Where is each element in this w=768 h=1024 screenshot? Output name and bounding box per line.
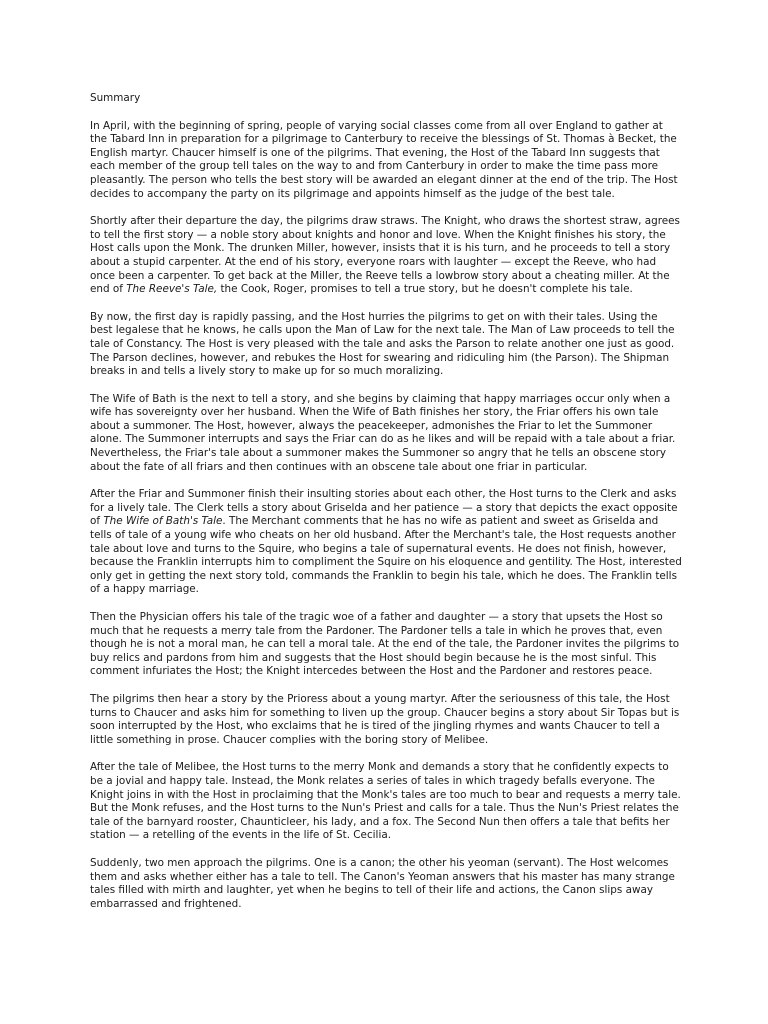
paragraph-text: . The Merchant comments that he has no wife as patient and sweet as Griselda and tells of tale of a young wife who cheats on her old husband. After the Merchant's tale, the Host requests another tale about love and turns to the Squire, who begins a tale of supernatural events. He does not finish, however, because the Franklin interrupts him to compliment the Squire on his eloquence and gentility. The Host, interested only get in getting the next story told, commands the Franklin to begin his tale, which he does. The Franklin tells of a happy marriage. — [90, 515, 682, 596]
paragraph-text: By now, the first day is rapidly passing, and the Host hurries the pilgrims to get on with their tales. Using the best legalese that he knows, he calls upon the Man of Law for the next tale. The Man of Law proceeds to tell the tale of Constancy. The Host is very pleased with the tale and asks the Parson to relate another one just as good. The Parson declines, however, and rebukes the Host for swearing and ridiculing him (the Parson). The Shipman breaks in and tells a lively story to make up for so much moralizing. — [90, 310, 675, 378]
paragraph-text: The pilgrims then hear a story by the Prioress about a young martyr. After the seriousness of this tale, the Host turns to Chaucer and asks him for something to liven up the group. Chaucer begins a story about Sir Topas but is soon interrupted by the Host, who exclaims that he is tired of the jingling rhymes and wants Chaucer to tell a little something in prose. Chaucer complies with the boring story of Melibee. — [90, 692, 680, 746]
italic-title: The Wife of Bath's Tale — [103, 515, 223, 528]
summary-heading: Summary — [90, 92, 141, 104]
paragraph-text: Then the Physician offers his tale of the tragic woe of a father and daughter — a story that upsets the Host so much that he requests a merry tale from the Pardoner. The Pardoner tells a tale in which he proves that, even though he is not a moral man, he can tell a moral tale. At the end of the tale, the Pardoner invites the pilgrims to buy relics and pardons from him and suggests that the Host should begin because he is the most sinful. This comment infuriates the Host; the Knight intercedes between the Host and the Pardoner and restores peace. — [90, 611, 680, 678]
paragraph-text: In April, with the beginning of spring, people of varying social classes come from all over England to gather at the Tabard Inn in preparation for a pilgrimage to Canterbury to receive the blessings of St. Thomas à Becket, the English martyr. Chaucer himself is one of the pilgrims. That evening, the Host of the Tabard Inn suggests that each member of the group tell tales on the way to and from Canterbury in order to make the time pass more pleasantly. The person who tells the best story will be awarded an elegant dinner at the end of the trip. The Host decides to accompany the party on its pilgrimage and appoints himself as the judge of the best tale. — [90, 119, 678, 200]
paragraph-text: The Wife of Bath is the next to tell a story, and she begins by claiming that happy marriages occur only when a wife has sovereignty over her husband. When the Wife of Bath finishes her story, the Friar offers his own tale about a summoner. The Host, however, always the peacekeeper, admonishes the Friar to let the Summoner alone. The Summoner interrupts and says the Friar can do as he likes and will be repaid with a tale about a friar. Nevertheless, the Friar's tale about a summoner makes the Summoner so angry that he tells an obscene story about the fate of all friars and then continues with an obscene tale about one friar in particular. — [90, 392, 676, 473]
paragraph-text: the Cook, Roger, promises to tell a true story, but he doesn't complete his tale. — [217, 283, 633, 296]
paragraph-9 — [90, 857, 682, 911]
paragraph-8 — [90, 761, 682, 843]
document-page — [90, 92, 682, 925]
paragraph-7 — [90, 693, 682, 747]
paragraph-2 — [90, 215, 682, 297]
paragraph-6 — [90, 611, 682, 679]
paragraph-4 — [90, 393, 682, 475]
paragraph-text: After the Friar and Summoner finish their insulting stories about each other, the Host turns to the Clerk and asks for a lively tale. The Clerk tells a story about Griselda and her patience — a story that depicts the exact opposite of — [90, 488, 678, 528]
italic-title: The Reeve's Tale, — [126, 283, 218, 296]
paragraph-5 — [90, 488, 682, 597]
paragraph-text: After the tale of Melibee, the Host turns to the merry Monk and demands a story that he confidently expects to be a jovial and happy tale. Instead, the Monk relates a series of tales in which tragedy befalls everyone. The Knight joins in with the Host in proclaiming that the Monk's tales are too much to bear and requests a merry tale. But the Monk refuses, and the Host turns to the Nun's Priest and calls for a tale. Thus the Nun's Priest relates the tale of the barnyard rooster, Chaunticleer, his lady, and a fox. The Second Nun then offers a tale that befits her station — a retelling of the events in the life of St. Cecilia. — [90, 761, 681, 842]
paragraph-1 — [90, 120, 682, 202]
paragraph-text: Shortly after their departure the day, the pilgrims draw straws. The Knight, who draws the shortest straw, agrees to tell the first story — a noble story about knights and honor and love. When the Knight finishes his story, the Host calls upon the Monk. The drunken Miller, however, insists that it is his turn, and he proceeds to tell a story about a stupid carpenter. At the end of his story, everyone roars with laughter — except the Reeve, who had once been a carpenter. To get back at the Miller, the Reeve tells a lowbrow story about a cheating miller. At the end of — [90, 215, 680, 296]
paragraph-3 — [90, 311, 682, 379]
paragraph-text: Suddenly, two men approach the pilgrims. One is a canon; the other his yeoman (servant). The Host welcomes them and asks whether either has a tale to tell. The Canon's Yeoman answers that his master has many strange tales filled with mirth and laughter, yet when he begins to tell of their life and actions, the Canon slips away embarrassed and frightened. — [90, 856, 675, 910]
